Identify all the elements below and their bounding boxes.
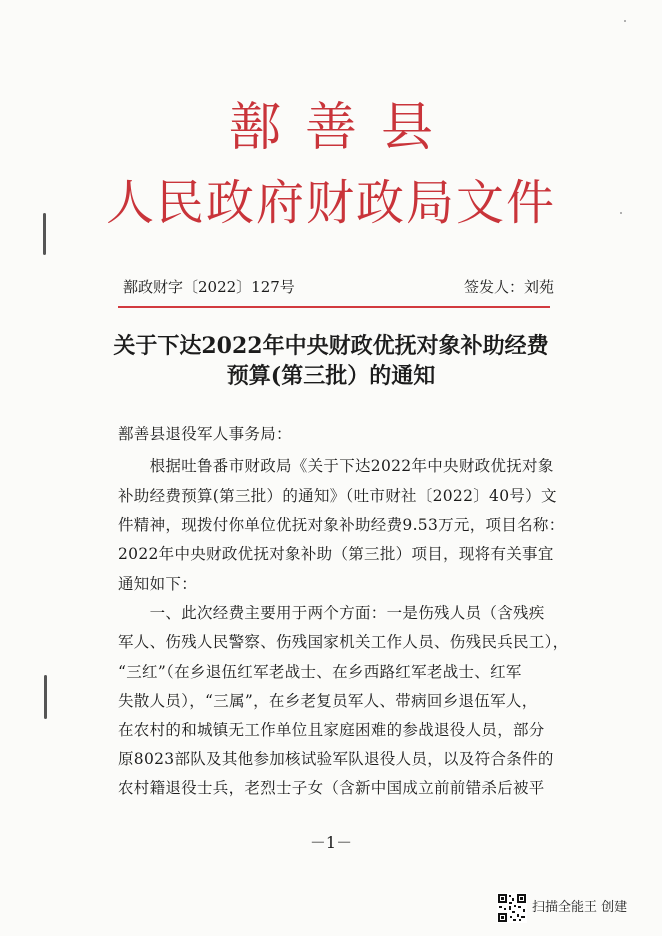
scan-speck (624, 20, 626, 22)
masthead-bureau-name: 人民政府财政局文件 (105, 175, 556, 231)
document-title-line-1: 关于下达2022年中央财政优抚对象补助经费 (113, 333, 549, 359)
punch-mark-lower (44, 675, 47, 719)
document-number: 鄯政财字〔2022〕127号 (123, 278, 295, 296)
masthead-county-name: 鄯善县 (228, 98, 457, 158)
body-line: 2022年中央财政优抚对象补助（第三批）项目，现将有关事宜 (118, 545, 554, 563)
red-divider-line (118, 306, 550, 308)
signer: 签发人：刘苑 (463, 278, 554, 296)
scanner-watermark-label: 扫描全能王 创建 (532, 900, 628, 915)
page-number: －1－ (309, 833, 353, 852)
body-line: 根据吐鲁番市财政局《关于下达2022年中央财政优抚对象 (118, 457, 554, 475)
body-line: “三红”（在乡退伍红军老战士、在乡西路红军老战士、红军 (118, 663, 522, 681)
document-title-line-2: 预算(第三批）的通知 (226, 363, 436, 389)
body-line: 在农村的和城镇无工作单位且家庭困难的参战退役人员，部分 (118, 721, 545, 739)
body-line: 补助经费预算(第三批）的通知》（吐市财社〔2022〕40号）文 (118, 487, 557, 505)
body-line: 原8023部队及其他参加核试验军队退役人员，以及符合条件的 (118, 750, 554, 768)
body-line: 鄯善县退役军人事务局： (118, 425, 292, 443)
body-line: 失散人员），“三属”，在乡老复员军人、带病回乡退伍军人， (118, 692, 538, 710)
body-line: 军人、伤残人民警察、伤残国家机关工作人员、伤残民兵民工）， (118, 633, 569, 651)
body-line: 农村籍退役士兵，老烈士子女（含新中国成立前前错杀后被平 (118, 779, 545, 797)
body-line: 通知如下： (118, 575, 198, 593)
body-line: 一、此次经费主要用于两个方面：一是伤残人员（含残疾 (118, 604, 545, 622)
body-line: 件精神，现拨付你单位优抚对象补助经费9.53万元，项目名称： (118, 516, 565, 534)
qr-code-icon (497, 893, 527, 923)
